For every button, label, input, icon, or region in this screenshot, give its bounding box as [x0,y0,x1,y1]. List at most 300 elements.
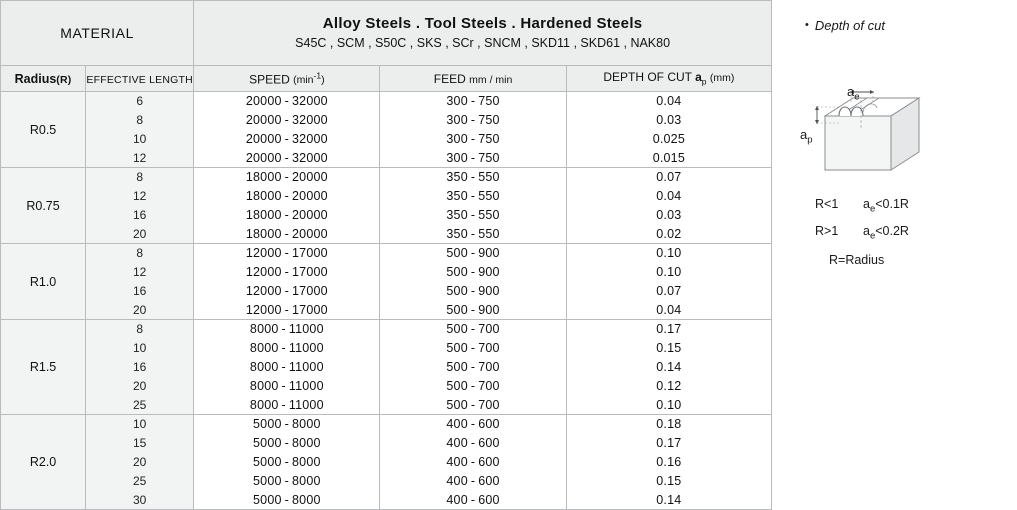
effective-length-cell: 10 [86,339,194,358]
depth-of-cut-cell: 0.14 [566,491,771,510]
effective-length-cell: 12 [86,263,194,282]
speed-max: 32000 [292,132,328,146]
speed-cell [194,168,380,187]
feed-cell [380,453,566,472]
effective-length-cell: 15 [86,434,194,453]
effective-length-cell: 20 [86,225,194,244]
speed-cell [194,244,380,263]
effective-length-cell: 16 [86,358,194,377]
effective-length-cell: 20 [86,301,194,320]
speed-min: 18000 [245,226,282,241]
speed-cell [194,396,380,415]
radius-cell: R0.5 [1,92,86,168]
speed-cell [194,453,380,472]
speed-cell [194,149,380,168]
range-dash: - [284,113,290,127]
speed-cell [194,282,380,301]
workpiece-illustration [795,78,1010,178]
effective-length-cell: 30 [86,491,194,510]
speed-cell [194,377,380,396]
range-dash: - [470,436,476,450]
speed-min: 12000 [245,265,282,279]
range-dash: - [470,474,476,488]
legend-value-letter: a [863,224,870,239]
feed-cell [380,472,566,491]
feed-cell [380,396,566,415]
range-dash: - [470,265,476,279]
feed-min: 350 [446,189,468,203]
legend-value-limit: <0.2R [875,224,909,239]
range-dash: - [284,302,290,317]
range-dash: - [284,246,290,261]
feed-min: 500 [446,360,468,374]
speed-cell [194,415,380,434]
range-dash: - [470,132,476,146]
column-header-depth-text: DEPTH OF CUT [603,70,692,85]
speed-min: 18000 [245,208,282,222]
speed-min: 5000 [253,474,282,488]
speed-cell [194,320,380,339]
feed-cell [380,301,566,320]
depth-of-cut-cell: 0.14 [566,358,771,377]
feed-cell [380,282,566,301]
range-dash: - [284,417,290,432]
speed-max: 20000 [292,208,328,222]
table-row [1,130,772,149]
range-dash: - [470,170,476,185]
feed-cell [380,339,566,358]
effective-length-cell: 8 [86,244,194,263]
column-header-effective-length-text: EFFECTIVE LENGTH [86,73,193,86]
feed-cell [380,377,566,396]
speed-min: 12000 [245,246,282,261]
range-dash: - [470,360,476,374]
table-body [1,92,772,510]
feed-max: 900 [478,284,500,298]
range-dash: - [470,302,476,317]
column-header-effective-length [86,66,194,92]
feed-max: 550 [478,189,500,203]
speed-max: 17000 [292,246,328,261]
range-dash: - [470,94,476,109]
label-ae-sub: e [854,91,860,103]
depth-of-cut-cell: 0.04 [566,92,771,111]
speed-max: 8000 [292,436,321,450]
speed-cell [194,92,380,111]
depth-of-cut-cell: 0.03 [566,206,771,225]
speed-cell [194,130,380,149]
speed-max: 8000 [292,455,321,469]
range-dash: - [284,455,290,469]
speed-unit-exponent: -1 [313,70,322,81]
range-dash: - [470,208,476,222]
feed-cell [380,358,566,377]
feed-min: 500 [446,341,468,355]
depth-of-cut-cell: 0.10 [566,263,771,282]
depth-of-cut-panel [790,0,1017,482]
depth-of-cut-cell: 0.015 [566,149,771,168]
speed-min: 5000 [253,417,282,432]
range-dash: - [284,170,290,185]
material-label-cell: MATERIAL [1,1,194,66]
radius-cell: R1.5 [1,320,86,415]
speed-unit-close: ) [321,74,325,87]
range-dash: - [470,417,476,432]
speed-max: 32000 [292,94,328,109]
feed-min: 300 [446,94,468,109]
radius-cell: R2.0 [1,415,86,510]
table-row [1,149,772,168]
speed-cell [194,263,380,282]
feed-min: 500 [446,246,468,261]
speed-max: 20000 [292,170,328,185]
speed-max: 20000 [292,189,328,203]
range-dash: - [284,208,290,222]
feed-max: 600 [478,455,500,469]
speed-max: 8000 [292,492,321,507]
speed-min: 8000 [249,322,279,337]
legend-value [863,192,909,219]
speed-max: 11000 [288,360,324,374]
feed-min: 400 [446,455,468,469]
feed-max: 700 [478,322,500,337]
effective-length-cell: 8 [86,168,194,187]
effective-length-cell: 12 [86,149,194,168]
depth-of-cut-cell: 0.10 [566,244,771,263]
range-dash: - [470,455,476,469]
feed-min: 400 [446,492,468,507]
table-header [1,1,772,92]
depth-of-cut-note-text: Depth of cut [814,18,885,33]
feed-cell [380,244,566,263]
depth-of-cut-cell: 0.03 [566,111,771,130]
speed-cell [194,472,380,491]
range-dash: - [284,226,290,241]
speed-min: 20000 [245,150,282,165]
speed-min: 18000 [245,170,282,185]
feed-min: 400 [446,474,468,488]
speed-cell [194,339,380,358]
depth-of-cut-cell: 0.18 [566,415,771,434]
column-header-depth-symbol [695,70,707,87]
table-row [1,358,772,377]
depth-of-cut-note [805,18,885,33]
feed-cell [380,225,566,244]
legend-note: R=Radius [829,253,885,268]
table-row [1,92,772,111]
range-dash: - [470,379,476,393]
effective-length-cell: 12 [86,187,194,206]
speed-min: 20000 [245,94,282,109]
range-dash: - [281,322,286,337]
speed-max: 20000 [292,226,328,241]
feed-cell [380,111,566,130]
legend-key: R<1 [815,197,839,211]
feed-max: 700 [478,397,500,412]
speed-cell [194,358,380,377]
material-subtitle: S45C , SCM , S50C , SKS , SCr , SNCM , SKD11 , SKD61 , NAK80 [295,35,671,50]
speed-cell [194,491,380,510]
speed-cell [194,187,380,206]
depth-of-cut-cell: 0.04 [566,187,771,206]
legend-row [815,192,909,219]
table-row [1,453,772,472]
range-dash: - [284,132,290,146]
feed-max: 550 [478,226,500,241]
range-dash: - [284,474,290,488]
depth-of-cut-cell: 0.12 [566,377,771,396]
speed-max: 17000 [292,265,328,279]
feed-min: 500 [446,265,468,279]
legend-value-sub: e [869,230,876,242]
range-dash: - [470,322,476,337]
speed-max: 11000 [288,322,324,337]
depth-of-cut-cell: 0.02 [566,225,771,244]
material-header-row [1,1,772,66]
legend-value-sub: e [869,203,876,215]
feed-min: 400 [446,436,468,450]
speed-min: 18000 [245,189,282,203]
speed-cell [194,434,380,453]
range-dash: - [284,150,290,165]
column-header-speed-text: SPEED [249,72,290,87]
column-header-row [1,66,772,92]
legend-key: R>1 [815,224,839,239]
speed-min: 12000 [245,302,282,317]
column-header-feed-unit: mm / min [469,73,513,86]
depth-of-cut-cell: 0.17 [566,320,771,339]
speed-min: 8000 [249,397,279,412]
feed-min: 500 [446,284,468,298]
range-dash: - [281,379,286,393]
legend-value [863,219,909,246]
speed-cell [194,206,380,225]
column-header-depth-unit: (mm) [709,72,735,85]
feed-max: 600 [478,436,500,450]
feed-max: 550 [478,208,500,222]
column-header-speed [194,66,380,92]
legend-value-letter: a [863,197,870,211]
speed-max: 32000 [292,113,328,127]
radius-cell: R1.0 [1,244,86,320]
range-dash: - [470,397,476,412]
feed-cell [380,130,566,149]
speed-min: 8000 [249,360,279,374]
table-row [1,491,772,510]
range-dash: - [284,436,290,450]
table-row [1,244,772,263]
table-row [1,415,772,434]
table-row [1,187,772,206]
column-header-depth-of-cut [566,66,771,92]
diagram-legend [815,192,909,272]
range-dash: - [470,492,476,507]
feed-max: 900 [478,302,500,317]
feed-max: 700 [478,360,500,374]
table-row [1,282,772,301]
speed-min: 20000 [245,132,282,146]
column-header-feed-text: FEED [433,71,466,86]
effective-length-cell: 6 [86,92,194,111]
effective-length-cell: 10 [86,415,194,434]
feed-cell [380,434,566,453]
speed-max: 8000 [292,474,321,488]
depth-of-cut-cell: 0.17 [566,434,771,453]
feed-max: 700 [478,379,500,393]
feed-min: 300 [446,150,468,165]
range-dash: - [281,341,286,355]
feed-min: 500 [446,322,468,337]
label-ae [847,84,860,103]
feed-max: 600 [478,492,500,507]
feed-max: 750 [478,132,500,146]
speed-min: 5000 [253,436,282,450]
effective-length-cell: 20 [86,377,194,396]
feed-cell [380,415,566,434]
label-ap-letter: a [800,127,808,142]
effective-length-cell: 8 [86,320,194,339]
speed-min: 5000 [253,492,282,507]
feed-cell [380,187,566,206]
depth-of-cut-diagram [795,78,1010,178]
speed-max: 11000 [288,341,324,355]
column-header-radius [1,66,86,92]
depth-of-cut-cell: 0.15 [566,472,771,491]
material-title: Alloy Steels . Tool Steels . Hardened Steels [322,14,643,32]
feed-max: 600 [478,417,500,432]
column-header-radius-suffix: (R) [56,73,72,86]
depth-of-cut-cell: 0.025 [566,130,771,149]
column-header-feed [380,66,566,92]
depth-of-cut-cell: 0.07 [566,168,771,187]
feed-cell [380,206,566,225]
effective-length-cell: 10 [86,130,194,149]
table-row [1,396,772,415]
table-row [1,434,772,453]
legend-value-limit: <0.1R [875,197,909,211]
depth-of-cut-cell: 0.15 [566,339,771,358]
speed-max: 32000 [292,150,328,165]
table-row [1,472,772,491]
depth-symbol-sub: p [701,76,707,87]
effective-length-cell: 20 [86,453,194,472]
range-dash: - [470,150,476,165]
feed-cell [380,168,566,187]
table-row [1,301,772,320]
material-description-cell [194,1,772,66]
feed-max: 750 [478,150,500,165]
feed-min: 350 [446,208,468,222]
effective-length-cell: 25 [86,472,194,491]
feed-max: 700 [478,341,500,355]
feed-min: 500 [446,397,468,412]
effective-length-cell: 16 [86,282,194,301]
column-header-speed-unit [293,70,325,87]
feed-max: 550 [478,170,500,185]
speed-max: 11000 [288,379,324,393]
feed-cell [380,491,566,510]
feed-max: 600 [478,474,500,488]
feed-cell [380,263,566,282]
table-row [1,320,772,339]
depth-of-cut-cell: 0.16 [566,453,771,472]
speed-min: 8000 [249,379,279,393]
feed-min: 500 [446,379,468,393]
range-dash: - [470,341,476,355]
feed-min: 350 [446,170,468,185]
feed-max: 900 [478,246,500,261]
range-dash: - [281,397,286,412]
feed-cell [380,320,566,339]
range-dash: - [470,189,476,203]
label-ae-letter: a [847,84,855,99]
speed-max: 11000 [288,397,324,412]
range-dash: - [284,284,290,298]
table-row [1,339,772,358]
speed-cell [194,225,380,244]
depth-of-cut-cell: 0.10 [566,396,771,415]
range-dash: - [284,265,290,279]
speed-cell [194,301,380,320]
range-dash: - [284,189,290,203]
feed-min: 500 [446,302,468,317]
feed-max: 900 [478,265,500,279]
depth-symbol-a: a [695,70,702,85]
depth-of-cut-cell: 0.07 [566,282,771,301]
label-ap [800,127,813,146]
bullet-icon: • [805,19,809,31]
feed-min: 300 [446,132,468,146]
depth-of-cut-cell: 0.04 [566,301,771,320]
speed-min: 8000 [249,341,279,355]
table-row [1,168,772,187]
effective-length-cell: 8 [86,111,194,130]
table-row [1,111,772,130]
label-ap-sub: p [807,134,813,146]
speed-min: 5000 [253,455,282,469]
table-row [1,206,772,225]
feed-cell [380,149,566,168]
range-dash: - [284,492,290,507]
range-dash: - [470,246,476,261]
table-row [1,263,772,282]
feed-cell [380,92,566,111]
radius-cell: R0.75 [1,168,86,244]
table-row [1,377,772,396]
feed-min: 400 [446,417,468,432]
column-header-radius-text: Radius [14,71,57,86]
feed-min: 350 [446,226,468,241]
range-dash: - [281,360,286,374]
feed-min: 300 [446,113,468,127]
speed-cell [194,111,380,130]
speed-min: 12000 [245,284,282,298]
speed-max: 8000 [292,417,321,432]
effective-length-cell: 16 [86,206,194,225]
legend-row [815,219,909,246]
range-dash: - [470,226,476,241]
range-dash: - [470,284,476,298]
speed-max: 17000 [292,302,328,317]
range-dash: - [284,94,290,109]
effective-length-cell: 25 [86,396,194,415]
feed-max: 750 [478,113,500,127]
feed-max: 750 [478,94,500,109]
table-row [1,225,772,244]
speed-unit-open: (min [293,74,314,87]
speed-min: 20000 [245,113,282,127]
speed-max: 17000 [292,284,328,298]
